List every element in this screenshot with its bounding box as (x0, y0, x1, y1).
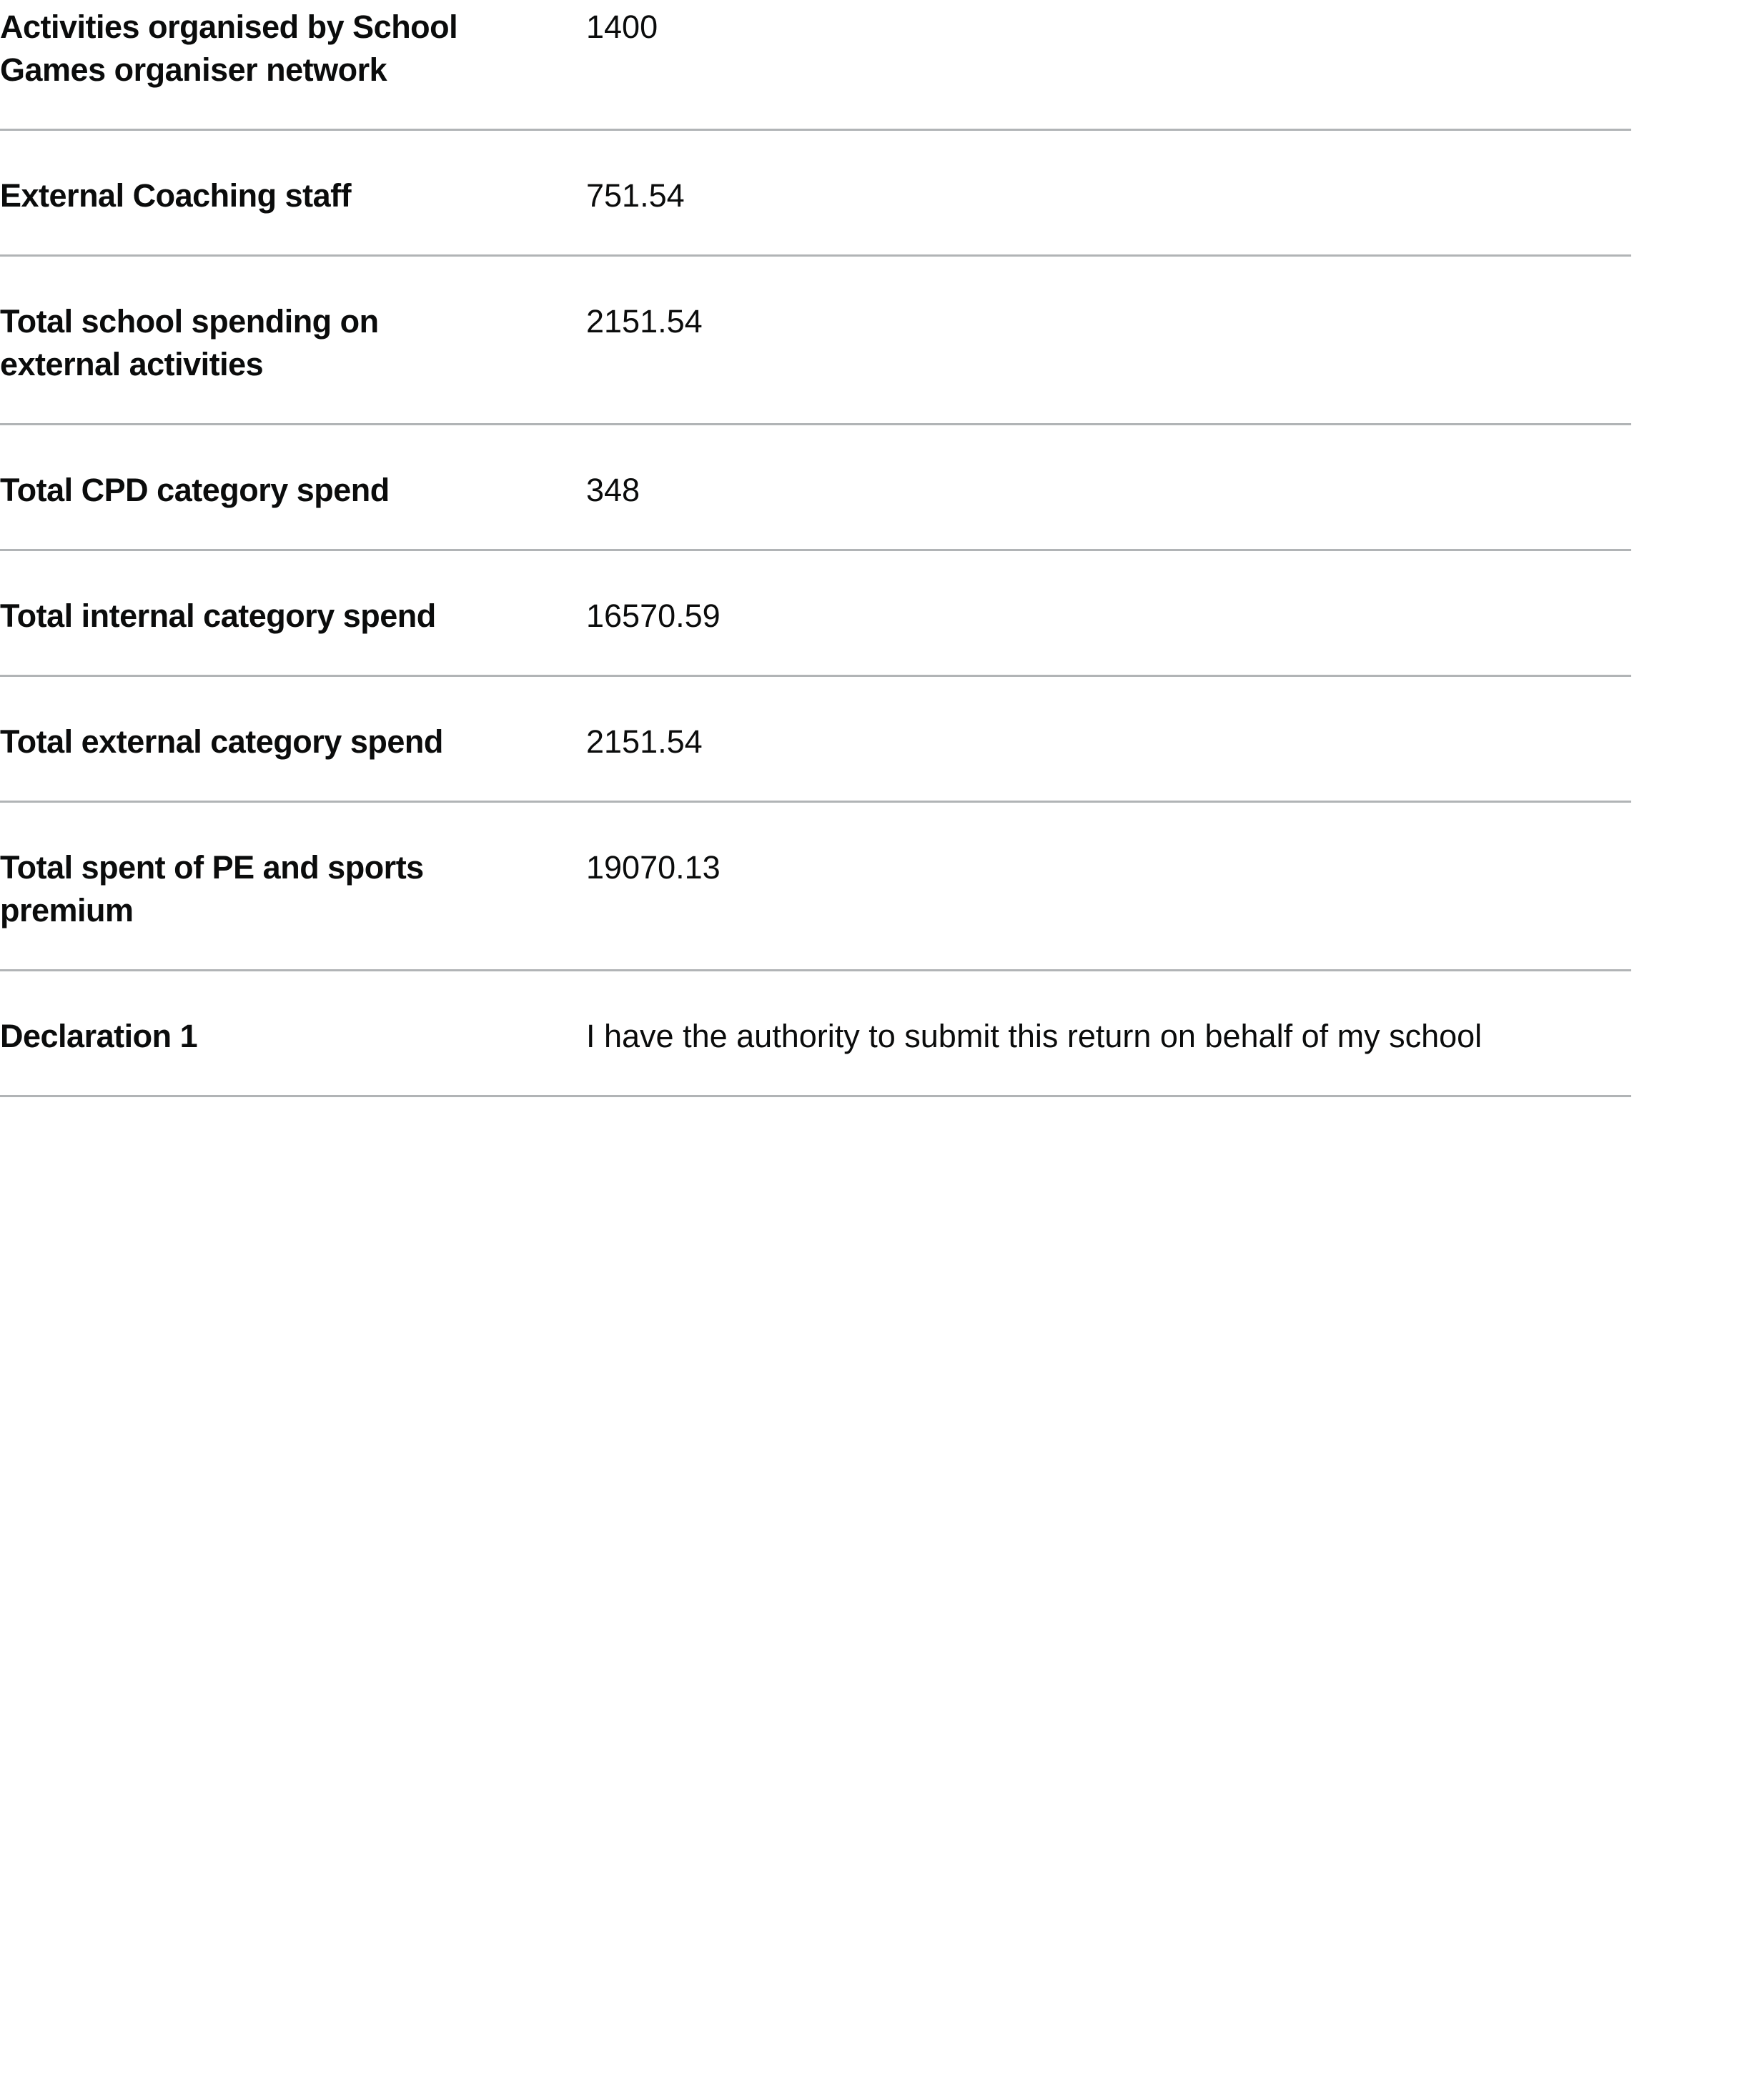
summary-key: Total internal category spend (0, 598, 436, 634)
summary-value: 1400 (586, 9, 658, 45)
summary-row-declaration-1 (0, 971, 1631, 1097)
summary-row-total-cpd (0, 425, 1631, 551)
summary-key: Declaration 1 (0, 1018, 198, 1054)
summary-row-total-external-activities (0, 257, 1631, 425)
summary-key: Total CPD category spend (0, 472, 390, 508)
summary-value: 2151.54 (586, 303, 703, 340)
summary-key: Total school spending on external activities (0, 303, 379, 382)
summary-value: 19070.13 (586, 849, 721, 886)
summary-value: 348 (586, 472, 640, 508)
summary-list (0, 0, 1631, 1097)
summary-key: Activities organised by School Games organiser network (0, 9, 458, 88)
summary-value: 751.54 (586, 177, 685, 214)
summary-value: I have the authority to submit this return on behalf of my school (586, 1018, 1483, 1054)
summary-value: 2151.54 (586, 723, 703, 760)
summary-row-total-external (0, 677, 1631, 803)
summary-row-external-coaching (0, 131, 1631, 257)
summary-row-total-pe-premium (0, 803, 1631, 971)
summary-key: External Coaching staff (0, 177, 352, 214)
summary-key: Total external category spend (0, 723, 443, 760)
summary-value: 16570.59 (586, 598, 721, 634)
summary-row-school-games-activities (0, 0, 1631, 131)
summary-key: Total spent of PE and sports premium (0, 849, 424, 928)
summary-row-total-internal (0, 551, 1631, 677)
